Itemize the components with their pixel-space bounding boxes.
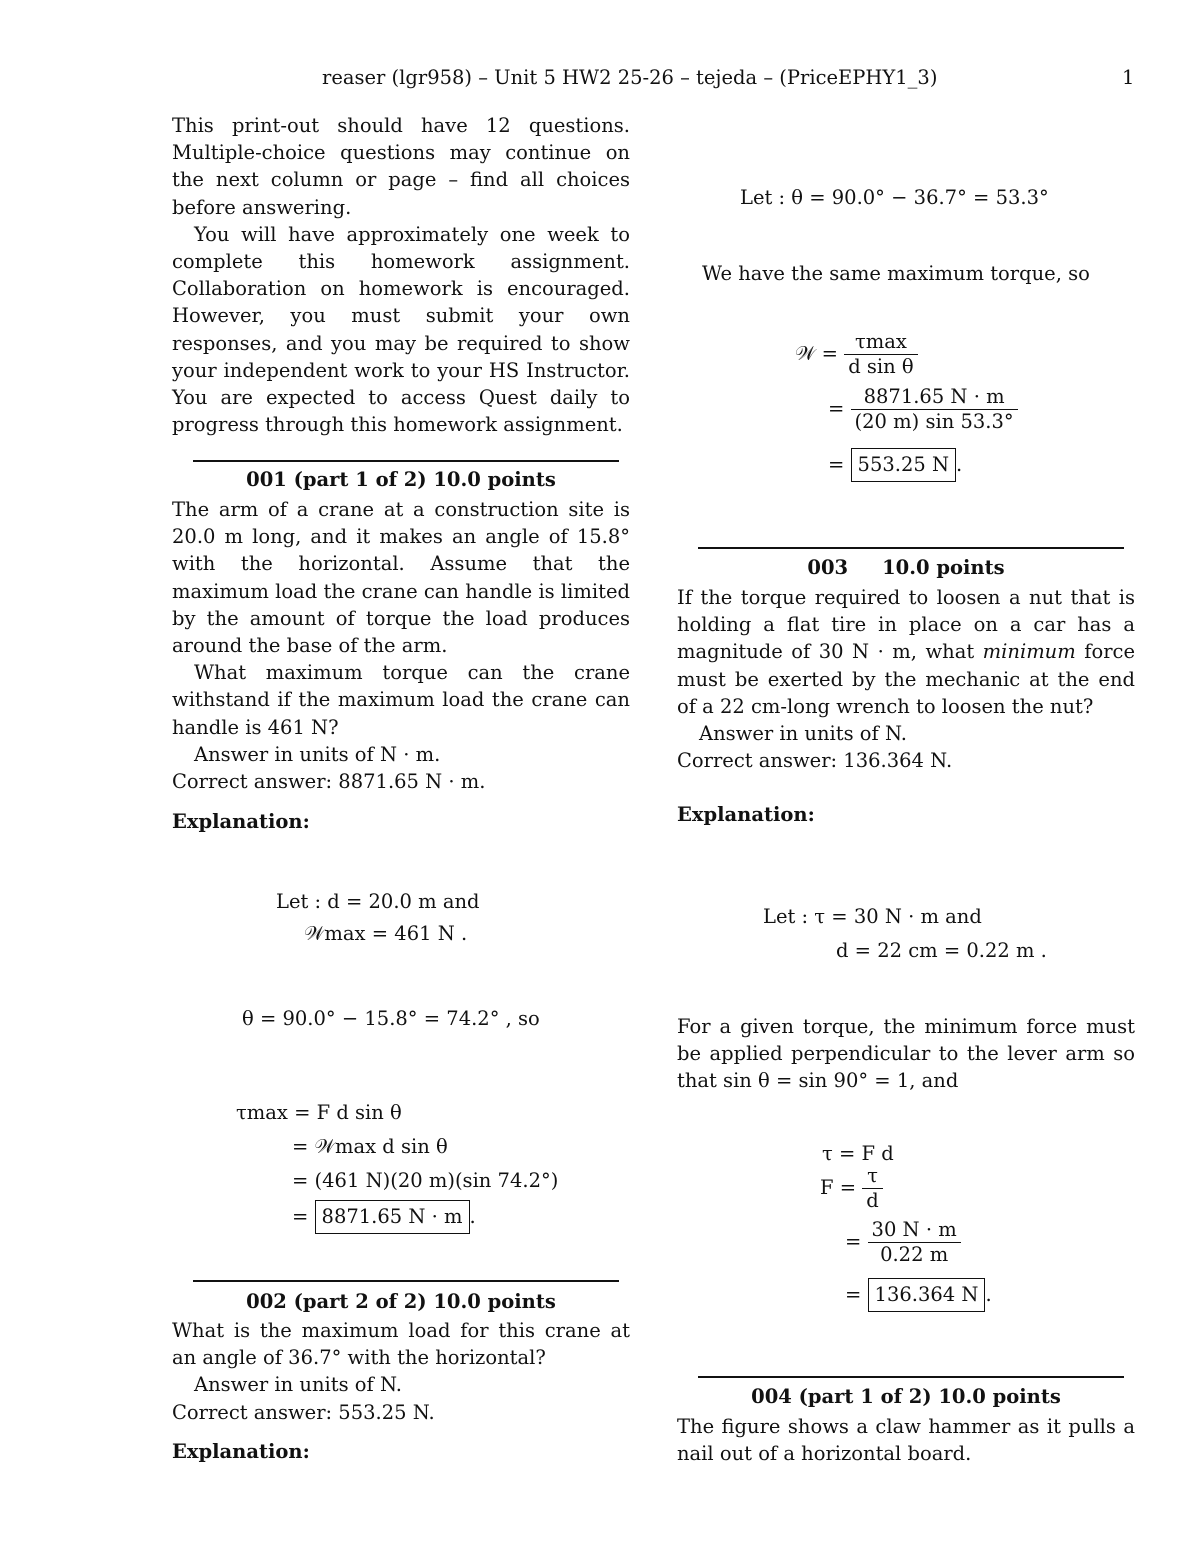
q003-eq-4 [845,1278,992,1312]
question-003-units: Answer in units of N. [699,722,907,746]
question-003-text [677,584,1135,720]
q003-paragraph [677,1013,1135,1095]
q002-let-line: Let : θ = 90.0° − 36.7° = 53.3° [740,186,1049,209]
question-001-text: The arm of a crane at a construction site is 20.0 m long, and it makes an angle of 15.8° with the horizontal. Assume that the maximum load the crane can handle is limited by the amount of torque the load produces around the base of the arm. [172,498,630,658]
q001-eq-2: = 𝒲max d sin θ [292,1135,448,1158]
q002-answer-box: 553.25 N [851,448,957,482]
question-001-explanation-label: Explanation: [172,810,310,833]
question-002-heading: 002 (part 2 of 2) 10.0 points [246,1290,556,1313]
section-rule [193,1280,619,1282]
q002-w-denominator: d sin θ [848,355,914,378]
question-001-heading: 001 (part 1 of 2) 10.0 points [246,468,556,491]
q002-w2-denominator: (20 m) sin 53.3° [854,410,1014,433]
q001-answer-box: 8871.65 N · m [315,1200,470,1234]
q002-w-eq-3 [828,448,962,482]
section-rule [698,1376,1124,1378]
q002-w-numerator: τmax [844,330,917,355]
q001-eq-4-suffix: . [469,1205,476,1228]
q002-w-fraction [844,330,917,379]
q001-let-line-2: 𝒲max = 461 N . [304,922,468,945]
question-004-body [677,1413,1135,1467]
q002-w3-prefix: = [828,453,845,476]
section-rule [193,460,619,462]
page-header [0,66,1200,94]
q003-eq-4-suffix: . [985,1283,992,1306]
question-004-text: The figure shows a claw hammer as it pulls a nail out of a horizontal board. [677,1415,1135,1466]
question-002-body [172,1317,630,1426]
q003-eq-2 [820,1164,883,1213]
q002-same-torque: We have the same maximum torque, so [702,262,1090,285]
question-002-explanation-label: Explanation: [172,1440,310,1463]
question-001-prompt: What maximum torque can the crane withstand if the maximum load the crane can handle is 461 N? [172,661,630,739]
q001-eq-4 [292,1200,476,1234]
q003-eq-1: τ = F d [822,1142,894,1165]
q001-let-line-1: Let : d = 20.0 m and [276,890,480,913]
q002-w2-eq: = [828,397,845,420]
question-004-heading: 004 (part 1 of 2) 10.0 points [751,1385,1061,1408]
q003-eq-2-lhs: F = [820,1176,857,1199]
question-003-text-b: force must be exerted by the mechanic at the end of a 22 cm-long wrench to loosen the nut? [677,640,1135,718]
q003-eq-3-numerator: 30 N · m [868,1218,961,1243]
question-002-text: What is the maximum load for this crane at an angle of 36.7° with the horizontal? [172,1319,630,1370]
q003-eq-2-fraction [862,1164,882,1213]
q003-eq-3 [845,1218,961,1267]
q003-let-line-1: Let : τ = 30 N · m and [763,905,982,928]
intro-paragraph-2: You will have approximately one week to complete this homework assignment. Collaboration on homework is encouraged. However, you must submit your own responses, and you may be required to show your independent work to your HS Instructor. You are expected to access Quest daily to progress through this homework assignment. [172,222,630,437]
intro-block [172,112,630,438]
question-003-heading-text: 003 10.0 points [807,556,1005,579]
q003-eq-3-fraction [868,1218,961,1267]
question-003-body [677,584,1135,774]
question-003-explanation-label: Explanation: [677,803,815,826]
q002-w-eq-1 [795,330,918,379]
q003-eq-2-denominator: d [866,1189,879,1212]
q003-answer-box: 136.364 N [868,1278,986,1312]
section-rule [698,547,1124,549]
q003-eq-3-eq: = [845,1230,862,1253]
q002-w2-numerator: 8871.65 N · m [851,385,1018,410]
page-number: 1 [1122,66,1135,89]
question-003-text-a: If the torque required to loosen a nut that is holding a flat tire in place on a car has a magnitude of 30 N · m, what [677,586,1135,664]
question-003-correct-answer: Correct answer: 136.364 N. [677,749,953,773]
q002-w-eq-2 [828,385,1018,434]
q001-eq-4-prefix: = [292,1205,309,1228]
q002-w3-suffix: . [956,453,963,476]
q001-eq-3: = (461 N)(20 m)(sin 74.2°) [292,1169,559,1192]
question-003-text-emphasis: minimum [982,640,1076,664]
q003-paragraph-text: For a given torque, the minimum force must be applied perpendicular to the lever arm so that sin θ = sin 90° = 1, and [677,1015,1135,1093]
question-002-units: Answer in units of N. [194,1373,402,1397]
q001-theta-line: θ = 90.0° − 15.8° = 74.2° , so [242,1007,540,1030]
header-title: reaser (lgr958) – Unit 5 HW2 25-26 – tejeda – (PriceEPHY1_3) [322,66,938,89]
q001-eq-1: τmax = F d sin θ [236,1101,402,1124]
question-001-units: Answer in units of N · m. [194,742,441,766]
question-001-correct-answer: Correct answer: 8871.65 N · m. [172,770,486,794]
q002-w2-fraction [851,385,1018,434]
q003-eq-4-prefix: = [845,1283,862,1306]
question-002-correct-answer: Correct answer: 553.25 N. [172,1400,435,1424]
intro-paragraph-1: This print-out should have 12 questions. Multiple-choice questions may continue on the next column or page – find all choices before answering. [172,114,630,219]
question-003-heading [677,556,1135,579]
q003-eq-2-numerator: τ [862,1164,882,1189]
question-001-body [172,496,630,795]
q002-w-lhs: 𝒲 = [795,342,838,365]
q003-eq-3-denominator: 0.22 m [880,1243,949,1266]
q003-let-line-2: d = 22 cm = 0.22 m . [836,939,1047,962]
